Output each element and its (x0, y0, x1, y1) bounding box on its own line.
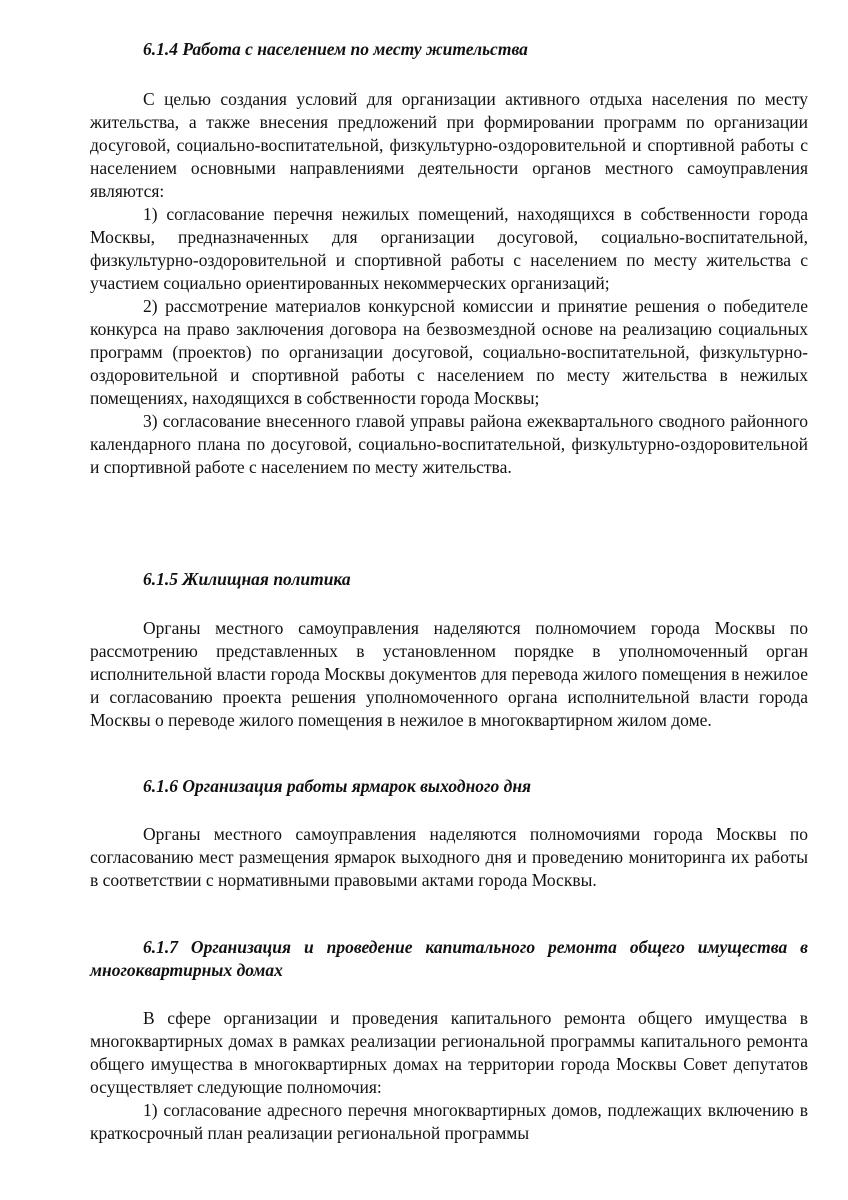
section-6-1-6 (90, 775, 808, 798)
paragraph: С целью создания условий для организации активного отдыха населения по месту жительства, а также внесения предложений при формировании программ по организации досуговой, социально-воспитательной, физкультурно-оздоровительной и спортивной работы с населением основными направлениями деятельности органов местного самоуправления являются: (90, 89, 808, 201)
paragraph: 1) согласование перечня нежилых помещений, находящихся в собственности города Москвы, предназначенных для организации досуговой, социально-воспитательной, физкультурно-оздоровительной и спортивной работы с населением по месту жительства с участием социально ориентированных некоммерческих организаций; (90, 204, 808, 293)
section-6-1-4-body (90, 88, 808, 479)
section-6-1-6-body (90, 823, 808, 892)
section-6-1-7-body (90, 1007, 808, 1145)
paragraph: 2) рассмотрение материалов конкурсной комиссии и принятие решения о победителе конкурса на право заключения договора на безвозмездной основе на реализацию социальных программ (проектов) по организации досуговой, социально-воспитательной, физкультурно-оздоровительной и спортивной работы с населением по месту жительства в нежилых помещениях, находящихся в собственности города Москвы; (90, 296, 808, 408)
section-heading: 6.1.6 Организация работы ярмарок выходного дня (143, 776, 532, 796)
section-6-1-7 (90, 936, 808, 982)
paragraph: Органы местного самоуправления наделяются полномочием города Москвы по рассмотрению представленных в установленном порядке в уполномоченный орган исполнительной власти города Москвы документов для перевода жилого помещения в нежилое и согласованию проекта решения уполномоченного органа исполнительной власти города Москвы о переводе жилого помещения в нежилое в многоквартирном жилом доме. (90, 618, 808, 730)
section-heading: 6.1.7 Организация и проведение капитального ремонта общего имущества в многоквартирных домах (90, 937, 808, 980)
paragraph: Органы местного самоуправления наделяются полномочиями города Москвы по согласованию мест размещения ярмарок выходного дня и проведению мониторинга их работы в соответствии с нормативными правовыми актами города Москвы. (90, 824, 808, 890)
section-6-1-5-body (90, 617, 808, 732)
section-heading: 6.1.4 Работа с населением по месту жительства (143, 39, 528, 59)
paragraph: 3) согласование внесенного главой управы района ежеквартального сводного районного календарного плана по досуговой, социально-воспитательной, физкультурно-оздоровительной и спортивной работе с населением по месту жительства. (90, 411, 808, 477)
section-heading: 6.1.5 Жилищная политика (143, 569, 351, 589)
section-6-1-4 (90, 38, 808, 61)
paragraph: 1) согласование адресного перечня многоквартирных домов, подлежащих включению в краткосрочный план реализации региональной программы (90, 1100, 808, 1143)
section-6-1-5 (90, 568, 808, 591)
paragraph: В сфере организации и проведения капитального ремонта общего имущества в многоквартирных домах в рамках реализации региональной программы капитального ремонта общего имущества в многоквартирных домах на территории города Москвы Совет депутатов осуществляет следующие полномочия: (90, 1008, 808, 1097)
